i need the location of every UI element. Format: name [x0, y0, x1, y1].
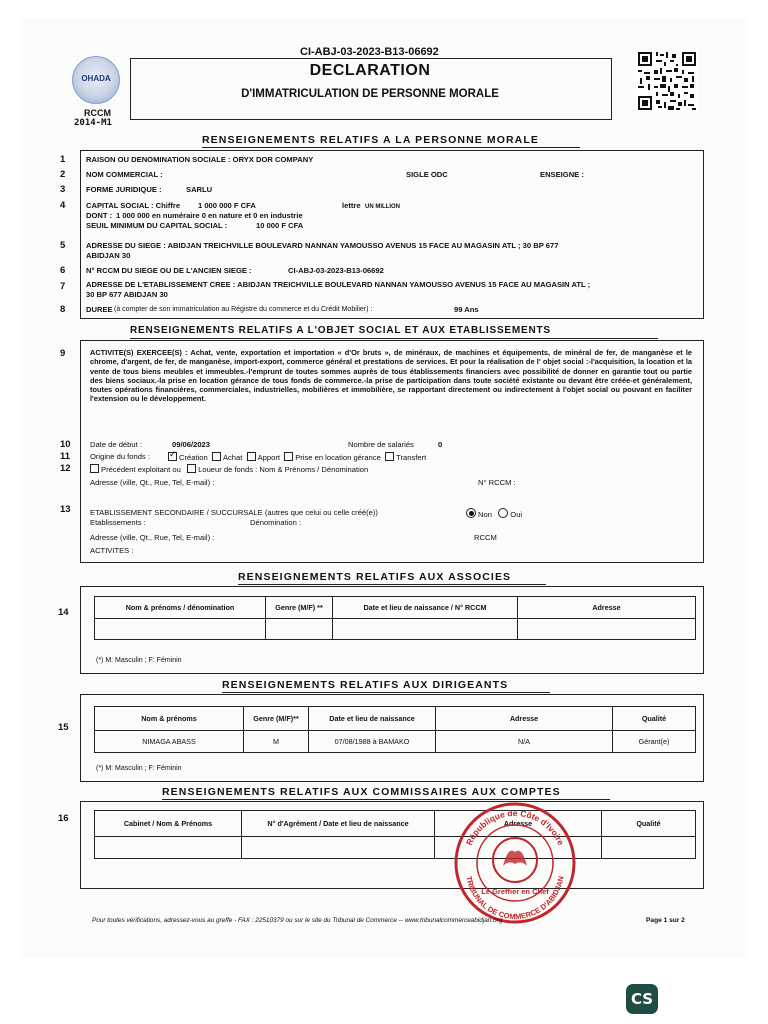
row-number: 15 — [58, 722, 69, 733]
forme-juridique-label: FORME JURIDIQUE : — [86, 185, 162, 194]
col-date-naissance: Date et lieu de naissance — [309, 707, 436, 731]
dirigeant-qualite: Gérant(e) — [613, 731, 696, 753]
checkbox-transfert[interactable] — [385, 452, 394, 461]
adresse-etablissement-line2: 30 BP 677 ABIDJAN 30 — [86, 290, 168, 299]
adresse-siege: ADRESSE DU SIEGE : ABIDJAN TREICHVILLE BOULEVARD NANNAN YAMOUSSO AVENUS 15 FACE AU MAGASIN ATL ; 30 BP 677 — [86, 241, 559, 250]
date-debut-value: 09/06/2023 — [172, 440, 211, 449]
footer-verification: Pour toutes vérifications, adressez-vous au greffe - FAX : 22510379 ou sur le site du Tribunal de Commerce -- www.tribunalcommerceabidjan.org — [92, 917, 503, 924]
page-subtitle: D'IMMATRICULATION DE PERSONNE MORALE — [241, 88, 499, 100]
section-underline — [202, 147, 580, 148]
etablissement-secondaire-label: ETABLISSEMENT SECONDAIRE / SUCCURSALE (autres que celui ou celle créé(e)) — [90, 508, 378, 517]
form-code-rccm: RCCM — [84, 108, 111, 118]
date-debut-label: Date de début : — [90, 440, 142, 449]
table-cell — [602, 837, 696, 859]
section-header-associes: RENSEIGNEMENTS RELATIFS AUX ASSOCIES — [238, 571, 512, 583]
etablissements-label: Etablissements : — [90, 518, 146, 527]
col-nom-prenoms: Nom & prénoms — [95, 707, 244, 731]
duree-value: 99 Ans — [454, 305, 479, 314]
row-number: 14 — [58, 607, 69, 618]
col-agrement: N° d'Agrément / Date et lieu de naissance — [242, 811, 435, 837]
rccm-siege-label: N° RCCM DU SIEGE OU DE L'ANCIEN SIEGE : — [86, 266, 252, 275]
col-genre: Genre (M/F) ** — [266, 597, 333, 619]
col-adresse: Adresse — [435, 811, 602, 837]
section-underline — [238, 584, 546, 585]
adresse-etablissement: ADRESSE DE L'ETABLISSEMENT CREE : ABIDJAN TREICHVILLE BOULEVARD NANNAN YAMOUSSO AVENUS 15 FACE AU MAGASIN ATL ; — [86, 280, 591, 289]
qr-code — [636, 50, 698, 112]
origine-fonds-options — [168, 452, 426, 463]
row-number: 9 — [60, 348, 66, 359]
option-non-label: Non — [478, 510, 492, 519]
stamp-text-top: République de Côte d'Ivoire — [463, 807, 567, 847]
row-number: 8 — [60, 304, 66, 315]
radio-non[interactable] — [466, 508, 476, 518]
duree-label: DUREE — [86, 305, 113, 314]
table-row — [95, 731, 696, 753]
section-underline — [130, 338, 658, 339]
commissaires-table — [94, 807, 696, 859]
adresse-siege-line2: ABIDJAN 30 — [86, 251, 131, 260]
col-date-naissance-rccm: Date et lieu de naissance / N° RCCM — [333, 597, 518, 619]
table-cell — [518, 619, 696, 640]
badge-text: CS — [630, 990, 654, 1008]
row-number: 2 — [60, 169, 66, 180]
checkbox-loueur-fonds[interactable] — [187, 464, 196, 473]
sigle: SIGLE ODC — [406, 170, 448, 179]
row-number: 10 — [60, 439, 71, 450]
document-page — [20, 18, 748, 958]
etablissement-secondaire-options — [466, 508, 522, 520]
rccm-exploitant-label: N° RCCM : — [478, 478, 516, 487]
genre-note: (*) M: Masculin ; F: Féminin — [96, 765, 182, 772]
stamp-text-center: Le Greffier en Chef — [481, 887, 549, 896]
stamp-text-bottom: TRIBUNAL DE COMMERCE D'ABIDJAN — [464, 875, 566, 922]
adresse-secondaire-label: Adresse (ville, Qt., Rue, Tel, E-mail) : — [90, 533, 215, 542]
checkbox-precedent-exploitant[interactable] — [90, 464, 99, 473]
ohada-logo — [72, 56, 120, 104]
dont-label: DONT : — [86, 211, 113, 220]
dirigeant-naissance: 07/08/1988 à BAMAKO — [309, 731, 436, 753]
section-box-personne-morale — [80, 150, 704, 319]
checkbox-apport[interactable] — [247, 452, 256, 461]
loueur-label: Loueur de fonds : Nom & Prénoms / Dénomination — [198, 465, 369, 474]
dirigeant-adresse: N/A — [436, 731, 613, 753]
forme-juridique-value: SARLU — [186, 185, 213, 194]
row-number: 4 — [60, 200, 66, 211]
precedent-exploitant — [90, 464, 368, 475]
row-number: 11 — [60, 451, 71, 462]
activites-secondaire-label: ACTIVITES : — [90, 546, 134, 555]
capital-value: 1 000 000 F CFA — [198, 201, 256, 210]
table-row — [95, 837, 696, 859]
dont-value: 1 000 000 en numéraire 0 en nature et 0 en industrie — [116, 211, 303, 220]
table-cell — [266, 619, 333, 640]
option-transfert-label: Transfert — [396, 453, 427, 462]
option-creation-label: Création — [179, 453, 208, 462]
nom-commercial-label: NOM COMMERCIAL : — [86, 170, 163, 179]
raison-sociale: RAISON OU DENOMINATION SOCIALE : ORYX DOR COMPANY — [86, 155, 314, 164]
radio-oui[interactable] — [498, 508, 508, 518]
section-header-personne-morale: RENSEIGNEMENTS RELATIFS A LA PERSONNE MORALE — [202, 134, 539, 146]
checkbox-location-gerance[interactable] — [284, 452, 293, 461]
adresse-exploitant-label: Adresse (ville, Qt., Rue, Tel, E-mail) : — [90, 478, 215, 487]
checkbox-achat[interactable] — [212, 452, 221, 461]
row-number: 12 — [60, 463, 71, 474]
salaries-value: 0 — [438, 440, 443, 449]
row-number: 5 — [60, 240, 66, 251]
precedent-label: Précédent exploitant ou — [101, 465, 181, 474]
table-row — [95, 619, 696, 640]
denomination-label: Dénomination : — [250, 518, 302, 527]
section-header-commissaires: RENSEIGNEMENTS RELATIFS AUX COMMISSAIRES AUX COMPTES — [162, 786, 561, 798]
col-qualite: Qualité — [602, 811, 696, 837]
registration-ref: CI-ABJ-03-2023-B13-06692 — [300, 46, 439, 58]
row-number: 1 — [60, 154, 66, 165]
activites-exercees: ACTIVITE(S) EXERCEE(S) : Achat, vente, exportation et importation « d'Or bruts », de minéraux, de machines et équipements, de minéral de fer, de manganèse et le chrome, d'argent, de fer, de manganèse, import-export, commerce général et prestations de services. Et pour la réalisation de l' objet social :-l'acquisition, la location et la vente de tous biens meubles et immeubles.-l'emprunt de toutes sommes auprès de tous établissements financiers avec possibilité de donner en garantie tout ou partie des biens sociaux.-la prise en location gérance de tous fonds de commerce.-la prise de participation dans toute société existante ou devant être créée-et généralement, toutes opérations financières, commerciales, industrielles, mobilières et immobilière, se rapportant directement ou indirectement à l'objet social ou pouvant en faciliter l'extension ou le développement. — [90, 348, 692, 404]
col-cabinet: Cabinet / Nom & Prénoms — [95, 811, 242, 837]
duree-note: (à compter de son immatriculation au Régistre du commerce et du Crédit Mobilier) : — [114, 306, 373, 313]
salaries-label: Nombre de salariés — [348, 440, 414, 449]
origine-fonds-label: Origine du fonds : — [90, 452, 150, 461]
checkbox-creation[interactable] — [168, 452, 177, 461]
section-header-objet-social: RENSEIGNEMENTS RELATIFS A L'OBJET SOCIAL ET AUX ETABLISSEMENTS — [130, 325, 551, 336]
col-adresse: Adresse — [436, 707, 613, 731]
page-title: DECLARATION — [309, 62, 431, 79]
row-number: 3 — [60, 184, 66, 195]
col-nom-prenoms: Nom & prénoms / dénomination — [95, 597, 266, 619]
genre-note: (*) M: Masculin ; F: Féminin — [96, 657, 182, 664]
col-genre: Genre (M/F)** — [244, 707, 309, 731]
seuil-label: SEUIL MINIMUM DU CAPITAL SOCIAL : — [86, 221, 228, 230]
option-apport-label: Apport — [257, 453, 280, 462]
table-cell — [333, 619, 518, 640]
col-adresse: Adresse — [518, 597, 696, 619]
dirigeant-genre: M — [244, 731, 309, 753]
option-oui-label: Oui — [510, 510, 523, 519]
option-location-label: Prise en location gérance — [295, 453, 381, 462]
capital-label: CAPITAL SOCIAL : Chiffre — [86, 201, 181, 210]
option-achat-label: Achat — [222, 453, 243, 462]
associes-table — [94, 596, 696, 640]
row-number: 13 — [60, 504, 71, 515]
table-cell — [242, 837, 435, 859]
ohada-logo-text: OHADA — [81, 74, 111, 83]
section-header-dirigeants: RENSEIGNEMENTS RELATIFS AUX DIRIGEANTS — [222, 679, 509, 691]
dirigeant-nom: NIMAGA ABASS — [95, 731, 244, 753]
lettre-label: lettre — [342, 201, 361, 210]
camscanner-badge — [626, 984, 658, 1014]
seuil-value: 10 000 F CFA — [256, 221, 304, 230]
table-cell — [95, 837, 242, 859]
lettre-value: UN MILLION — [365, 204, 400, 210]
section-underline — [222, 692, 550, 693]
footer-page-number: Page 1 sur 2 — [646, 917, 685, 924]
rccm-siege-value: CI-ABJ-03-2023-B13-06692 — [288, 266, 384, 275]
table-cell — [95, 619, 266, 640]
row-number: 16 — [58, 813, 69, 824]
col-qualite: Qualité — [613, 707, 696, 731]
rccm-secondaire-label: RCCM — [474, 533, 497, 542]
row-number: 6 — [60, 265, 66, 276]
court-stamp — [452, 800, 578, 926]
row-number: 7 — [60, 281, 66, 292]
form-code-year: 2014-M1 — [74, 118, 112, 128]
enseigne-label: ENSEIGNE : — [540, 170, 584, 179]
dirigeants-table — [94, 706, 696, 753]
